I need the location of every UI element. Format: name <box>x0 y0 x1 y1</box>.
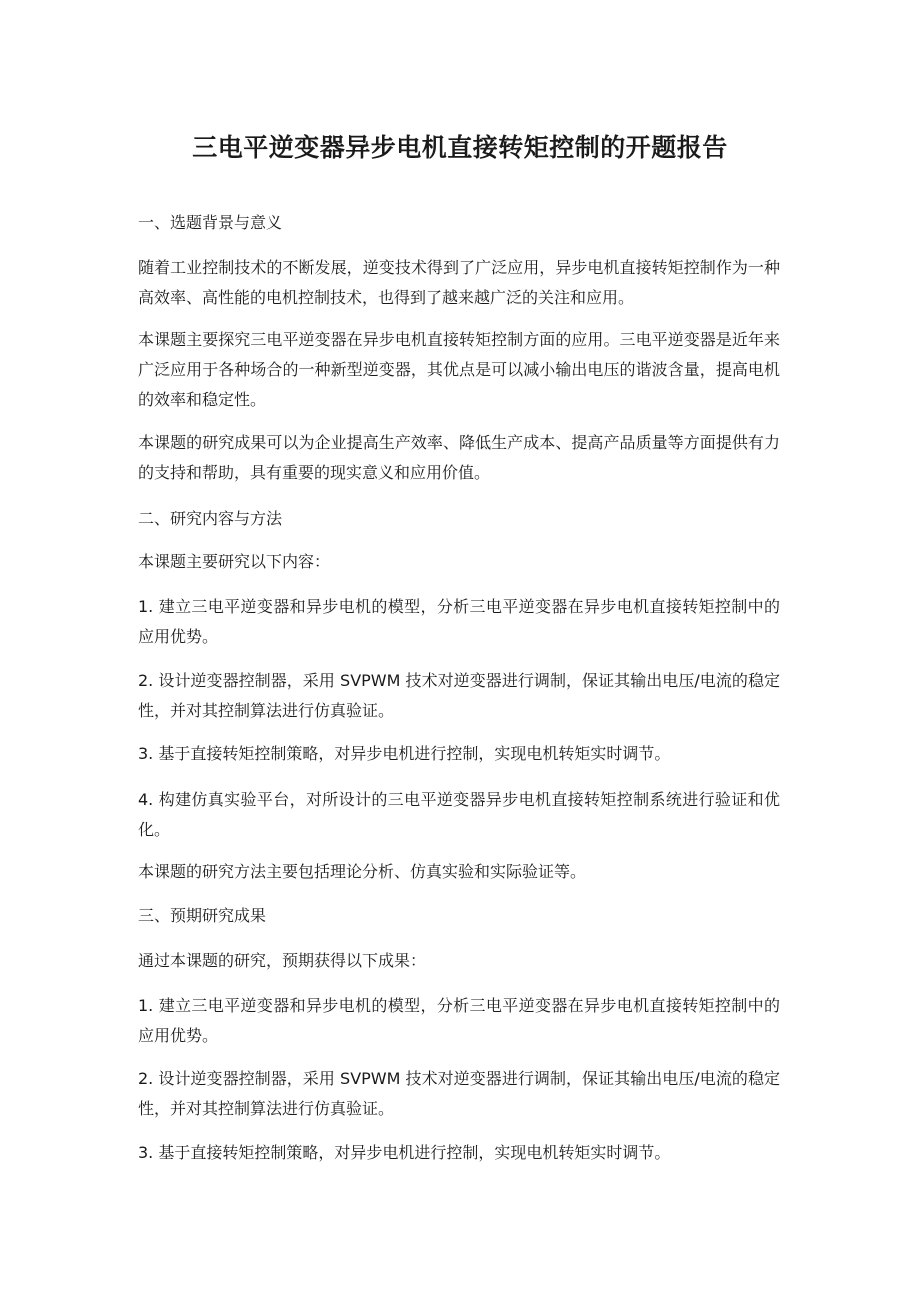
list-item-results-2: 2. 设计逆变器控制器，采用 SVPWM 技术对逆变器进行调制，保证其输出电压/电流的稳定性，并对其控制算法进行仿真验证。 <box>138 1069 780 1118</box>
list-item-content-1: 1. 建立三电平逆变器和异步电机的模型，分析三电平逆变器在异步电机直接转矩控制中的应用优势。 <box>138 597 780 646</box>
list-item-content-3: 3. 基于直接转矩控制策略，对异步电机进行控制，实现电机转矩实时调节。 <box>138 744 671 763</box>
document-title: 三电平逆变器异步电机直接转矩控制的开题报告 <box>192 133 728 162</box>
paragraph-results-intro: 通过本课题的研究，预期获得以下成果： <box>138 951 427 970</box>
list-item-results-1: 1. 建立三电平逆变器和异步电机的模型，分析三电平逆变器在异步电机直接转矩控制中的应用优势。 <box>138 996 780 1045</box>
paragraph-background-1: 随着工业控制技术的不断发展，逆变技术得到了广泛应用，异步电机直接转矩控制作为一种高效率、高性能的电机控制技术，也得到了越来越广泛的关注和应用。 <box>138 258 780 307</box>
list-item-content-2: 2. 设计逆变器控制器，采用 SVPWM 技术对逆变器进行调制，保证其输出电压/电流的稳定性，并对其控制算法进行仿真验证。 <box>138 671 780 720</box>
paragraph-content-intro: 本课题主要研究以下内容： <box>138 552 331 571</box>
paragraph-background-2: 本课题主要探究三电平逆变器在异步电机直接转矩控制方面的应用。三电平逆变器是近年来广泛应用于各种场合的一种新型逆变器，其优点是可以减小输出电压的谐波含量，提高电机的效率和稳定性。 <box>138 330 780 409</box>
paragraph-background-3: 本课题的研究成果可以为企业提高生产效率、降低生产成本、提高产品质量等方面提供有力的支持和帮助，具有重要的现实意义和应用价值。 <box>138 433 780 482</box>
section-heading-results: 三、预期研究成果 <box>138 906 267 925</box>
section-heading-background: 一、选题背景与意义 <box>138 213 283 232</box>
list-item-content-4: 4. 构建仿真实验平台，对所设计的三电平逆变器异步电机直接转矩控制系统进行验证和优化。 <box>138 790 780 839</box>
paragraph-method: 本课题的研究方法主要包括理论分析、仿真实验和实际验证等。 <box>138 862 587 881</box>
list-item-results-3: 3. 基于直接转矩控制策略，对异步电机进行控制，实现电机转矩实时调节。 <box>138 1143 671 1162</box>
section-heading-content: 二、研究内容与方法 <box>138 509 283 528</box>
